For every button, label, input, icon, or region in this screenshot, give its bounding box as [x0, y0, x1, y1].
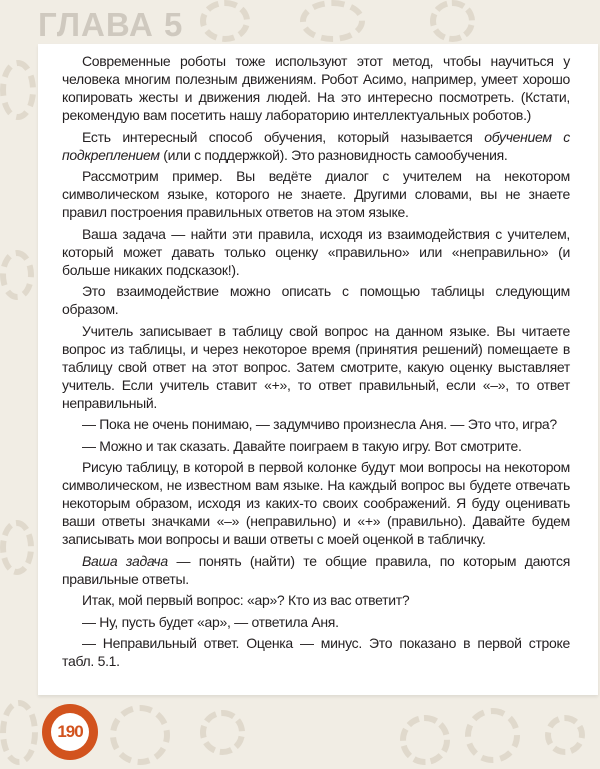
paragraph — [62, 282, 570, 318]
paragraph-text: (или с поддержкой). Это разновидность самообучения. — [159, 146, 508, 163]
paragraph — [62, 415, 570, 433]
paragraph — [62, 613, 570, 631]
paragraph-text: Ваша задача — найти эти правила, исходя из взаимодействия с учителем, который может давать только оценку «правильно» или «неправильно» (и больше никаких подсказок!). — [62, 225, 570, 278]
paragraph — [62, 634, 570, 670]
gear-decoration-icon — [0, 700, 38, 765]
gear-decoration-icon — [200, 0, 250, 42]
gear-decoration-icon — [0, 60, 36, 120]
paragraph-text: Рассмотрим пример. Вы ведёте диалог с учителем на некотором символическом языке, которого не знаете. Другими словами, вы не знаете правил построения правильных ответов на этом языке. — [62, 168, 570, 220]
emphasis-text: Ваша задача — [82, 552, 168, 569]
chapter-heading: ГЛАВА 5 — [38, 6, 184, 43]
paragraph-text: Итак, мой первый вопрос: «ар»? Кто из вас ответит? — [82, 592, 410, 608]
gear-decoration-icon — [400, 715, 450, 765]
emphasis-text: обучением с подкреплением — [62, 128, 570, 163]
paragraph-text: — Неправильный ответ. Оценка — минус. Это показано в первой строке табл. 5.1. — [62, 635, 570, 669]
gear-decoration-icon — [0, 250, 34, 300]
body-text — [62, 52, 570, 674]
paragraph-text: — Можно и так сказать. Давайте поиграем в такую игру. Вот смотрите. — [82, 437, 522, 454]
paragraph — [62, 458, 570, 548]
paragraph — [62, 552, 570, 588]
text-panel — [38, 44, 598, 695]
paragraph-text: — Пока не очень понимаю, — задумчиво произнесла Аня. — Это что, игра? — [82, 416, 557, 432]
gear-decoration-icon — [0, 520, 34, 575]
paragraph — [62, 225, 570, 279]
paragraph-text: — Ну, пусть будет «ар», — ответила Аня. — [82, 613, 339, 630]
gear-decoration-icon — [545, 715, 585, 755]
gear-decoration-icon — [200, 710, 245, 755]
gear-decoration-icon — [465, 708, 520, 763]
paragraph-text: Есть интересный способ обучения, который называется — [82, 128, 485, 145]
gear-decoration-icon — [430, 0, 475, 42]
page-number-gear-icon — [42, 704, 98, 760]
paragraph — [62, 167, 570, 221]
paragraph — [62, 437, 570, 455]
paragraph-text: Это взаимодействие можно описать с помощью таблицы следующим образом. — [62, 283, 570, 317]
paragraph — [62, 128, 570, 164]
gear-decoration-icon — [300, 0, 365, 42]
paragraph-text: Современные роботы тоже используют этот метод, чтобы научиться у человека многим полезным движениям. Робот Асимо, например, умеет хорошо копировать жесты и движения людей. На это интересно посмотреть. (Кстати, рекомендую вам посетить нашу лабораторию интеллектуальных роботов.) — [62, 53, 570, 123]
paragraph-text: — понять (найти) те общие правила, по которым даются правильные ответы. — [62, 552, 570, 587]
paragraph-text: Рисую таблицу, в которой в первой колонке будут мои вопросы на некотором символическом, не известном вам языке. На каждый вопрос вы будете отвечать некоторым образом, исходя из каких-то своих соображений. Я буду оценивать ваши ответы значками «–» (неправильно) и «+» (правильно). Давайте будем записывать мои вопросы и ваши ответы с моей оценкой в табличку. — [62, 459, 570, 547]
paragraph — [62, 52, 570, 124]
paragraph-text: Учитель записывает в таблицу свой вопрос на данном языке. Вы читаете вопрос из таблицы, и через некоторое время (принятия решений) помещаете в таблицу свой ответ на этот вопрос. Затем смотрите, какую оценку выставляет учитель. Если учитель ставит «+», то ответ правильный, если «–», то ответ неправильный. — [62, 322, 570, 411]
paragraph — [62, 322, 570, 412]
page-number: 190 — [51, 713, 89, 751]
gear-decoration-icon — [110, 705, 170, 765]
paragraph — [62, 591, 570, 609]
